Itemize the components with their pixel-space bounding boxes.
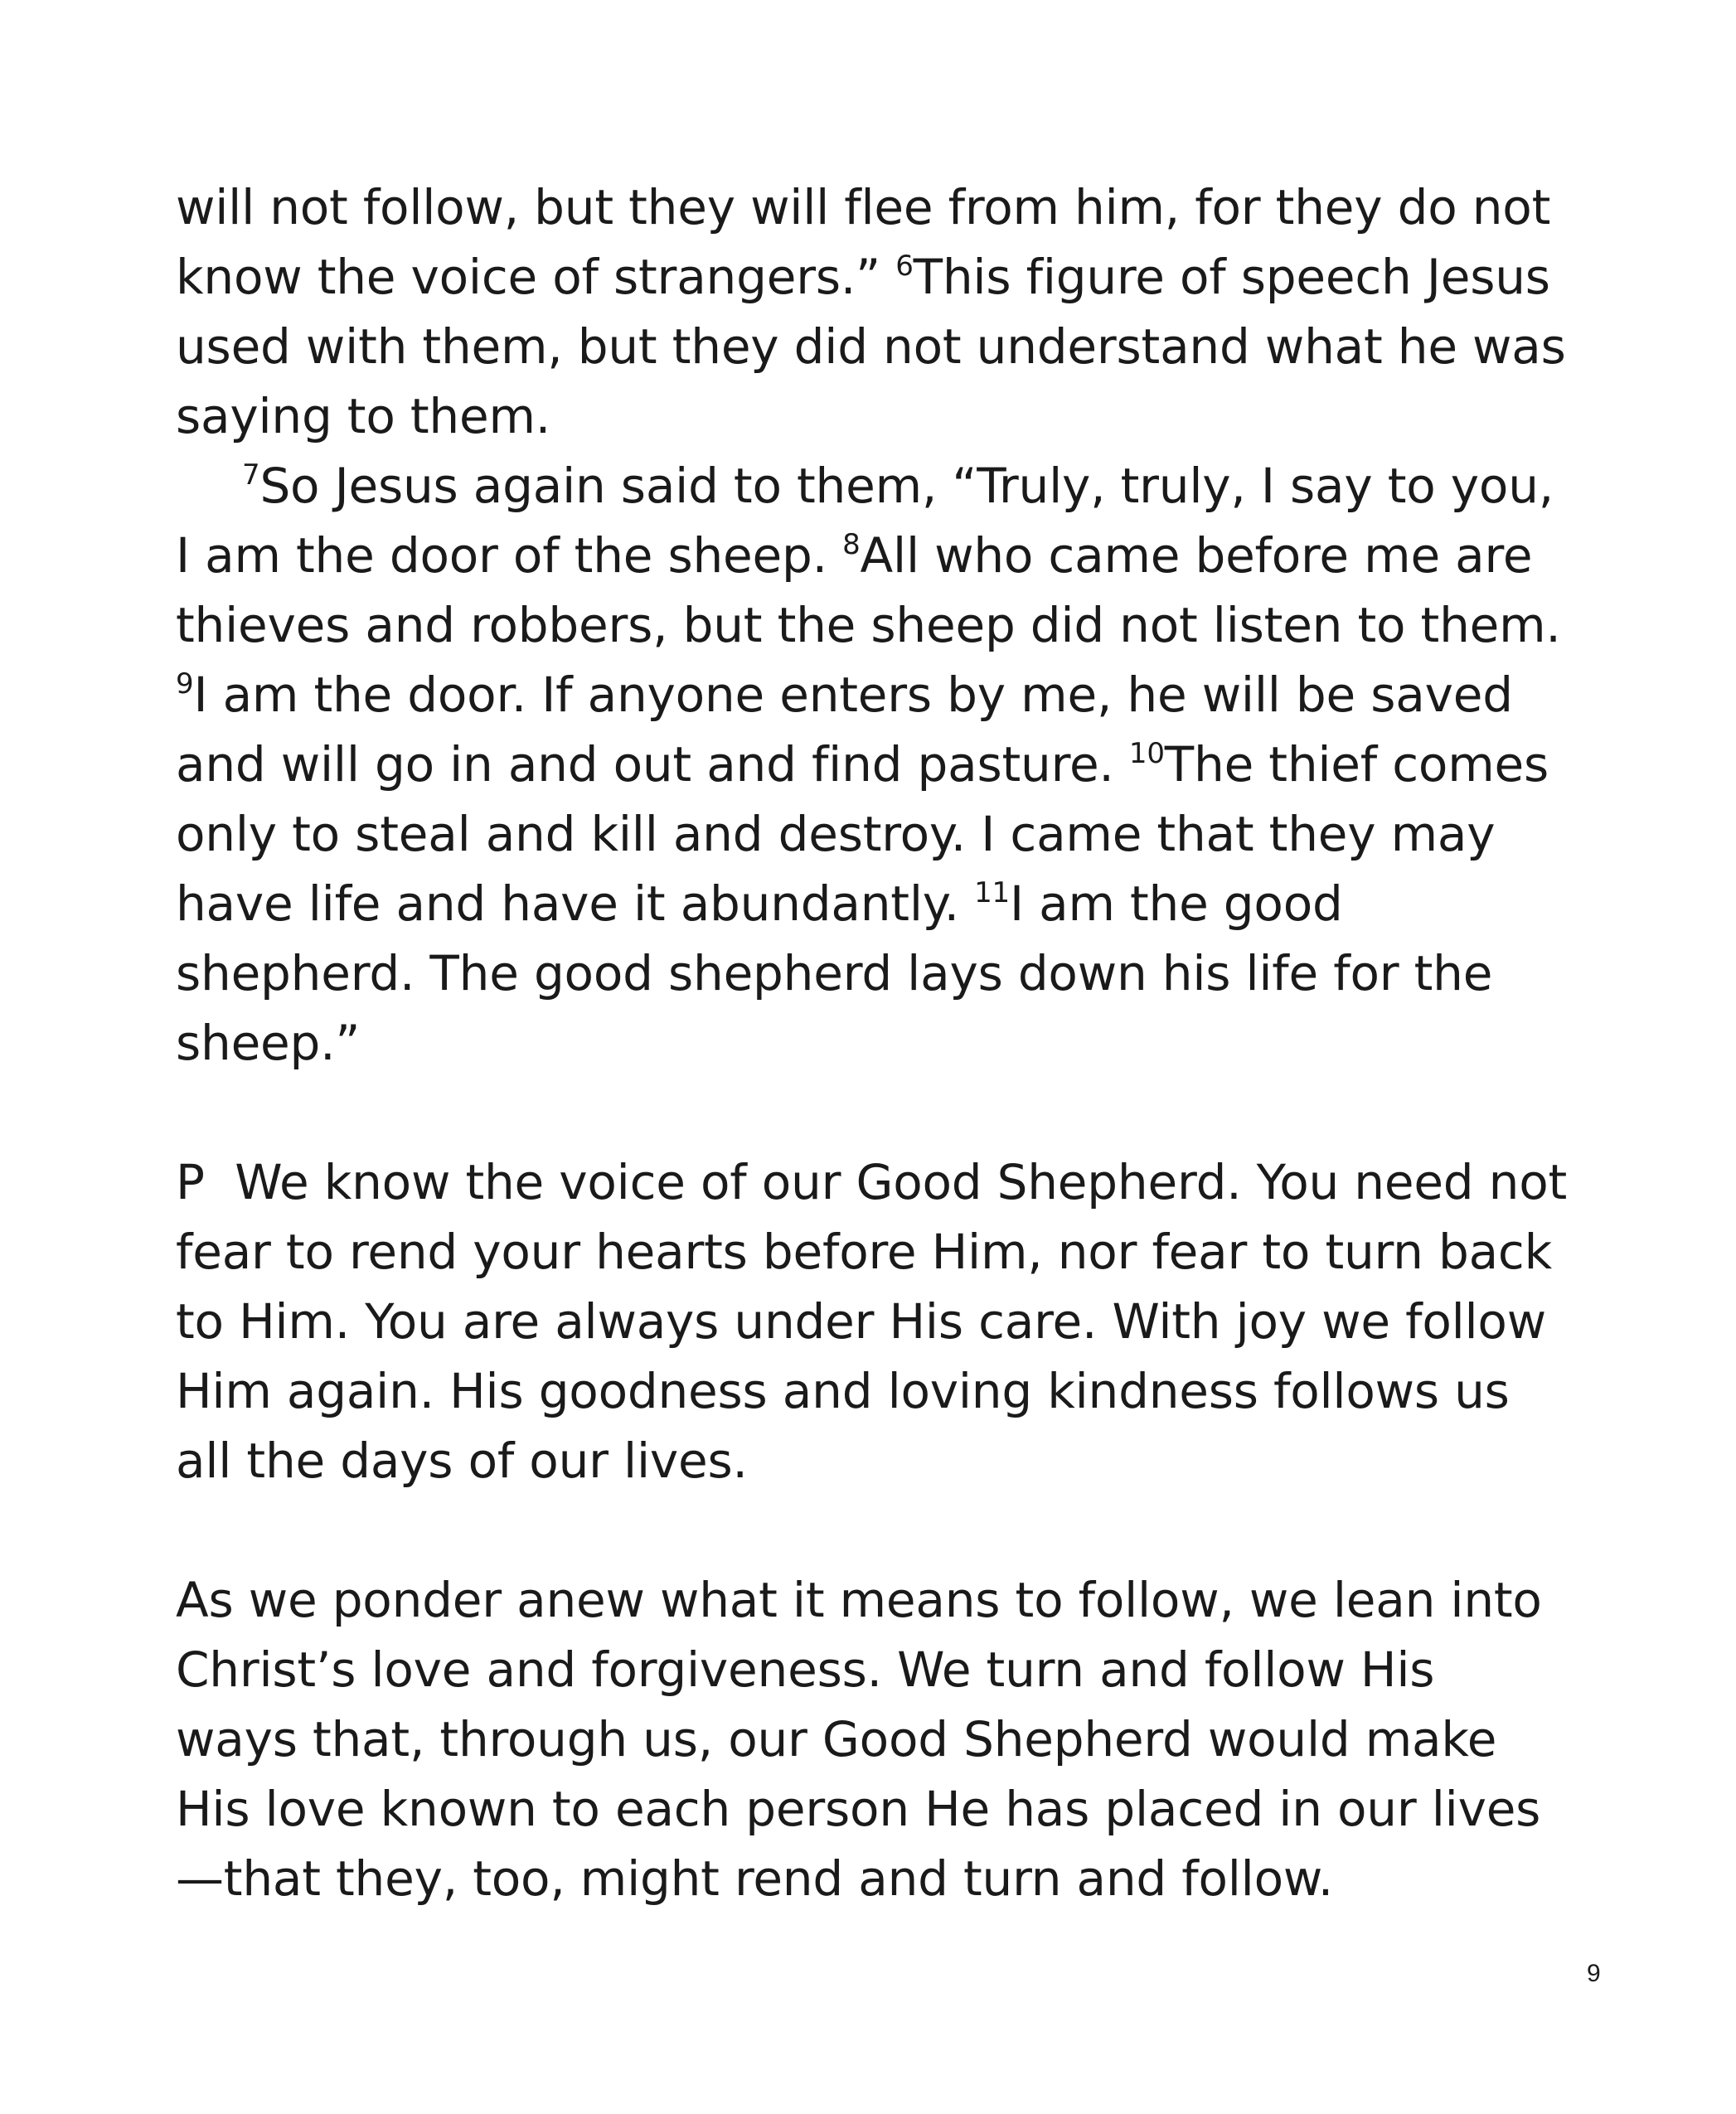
response-marker: P (176, 1154, 205, 1210)
scripture-text: This figure of speech Jesus used with them, but they did not understand what he was saying to them. (176, 249, 1566, 444)
scripture-text: All who came before me are thieves and robbers, but the sheep did not listen to them. (176, 527, 1561, 653)
response-paragraph (176, 1147, 1569, 1496)
verse-number-8: 8 (842, 528, 861, 561)
verse-number-9: 9 (176, 667, 194, 701)
scripture-text: will not follow, but they will flee from him, for they do not know the voice of strangers.” (176, 179, 1551, 305)
response-text: We know the voice of our Good Shepherd. You need not fear to rend your hearts before Him, nor fear to turn back to Him. You are always under His care. With joy we follow Him again. His goodness and loving kindness follows us all the days of our lives. (176, 1154, 1568, 1489)
scripture-text: So Jesus again said to them, “Truly, truly, I say to you, I am the door of the sheep. (176, 458, 1554, 584)
scripture-text: The thief comes only to steal and kill and destroy. I came that they may have life and have it abundantly. (176, 736, 1549, 932)
verse-number-10: 10 (1128, 737, 1165, 770)
closing-paragraph: As we ponder anew what it means to follow, we lean into Christ’s love and forgiveness. We turn and follow His ways that, through us, our Good Shepherd would make His love known to each person He has placed in our lives—that they, too, might rend and turn and follow. (176, 1572, 1542, 1907)
verse-number-11: 11 (974, 876, 1010, 909)
body-text (176, 172, 1569, 1913)
scripture-text: I am the door. If anyone enters by me, he will be saved and will go in and out and find pasture. (176, 667, 1513, 793)
scripture-paragraph-1 (176, 172, 1569, 451)
verse-number-7: 7 (242, 458, 260, 492)
page-number: 9 (1587, 1960, 1601, 1987)
scripture-text: I am the good shepherd. The good shepherd lays down his life for the sheep.” (176, 875, 1493, 1071)
verse-number-6: 6 (895, 250, 914, 283)
scripture-paragraph-2 (176, 451, 1569, 1078)
